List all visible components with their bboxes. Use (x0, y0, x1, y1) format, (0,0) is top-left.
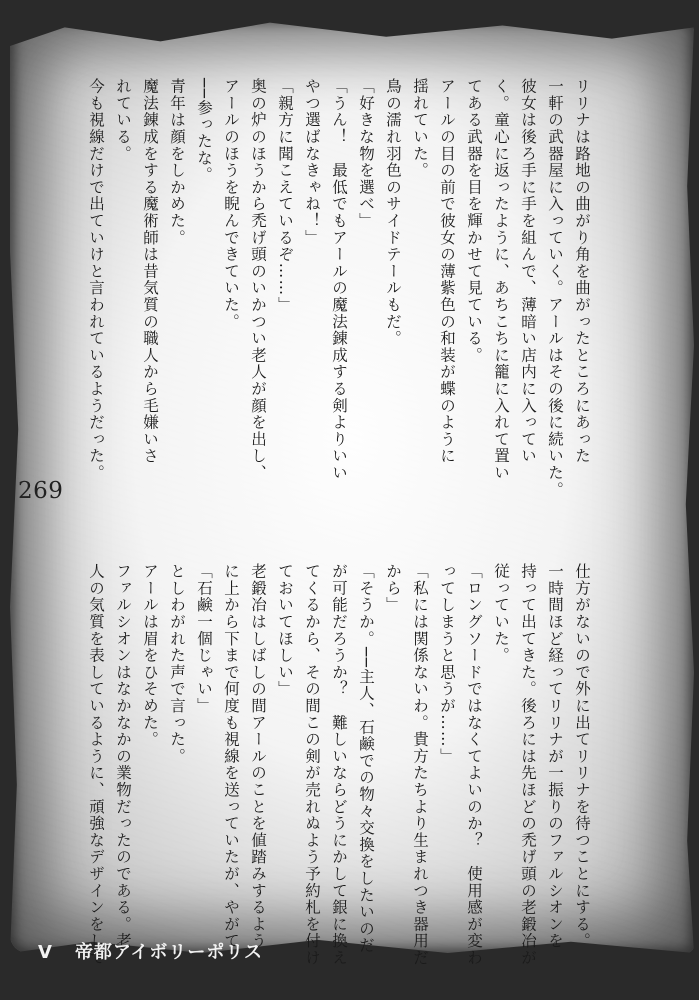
text-line: 「そうか。──主人、石鹸での物々交換をしたいのだ (357, 563, 375, 954)
text-line: 「親方に聞こえているぞ……」 (276, 78, 294, 314)
text-line: 「ロングソードではなくてよいのか？ 使用感が変わ (465, 563, 483, 967)
text-line: アールの目の前で彼女の薄紫色の和装が蝶のように (438, 78, 456, 465)
top-text-block (82, 78, 595, 498)
text-line: 彼女は後ろ手に手を組んで、薄暗い店内に入ってい (519, 78, 537, 465)
chapter-title: 帝都アイボリーポリス (74, 942, 263, 963)
text-line: ──参ったな。 (195, 78, 213, 184)
text-line: 「うん！ 最低でもアールの魔法錬成する剣よりいい (330, 78, 348, 482)
text-line: 「石鹸一個じゃい」 (195, 563, 213, 715)
text-line: に上から下まで何度も視線を送っていたが、やがて、 (222, 563, 240, 967)
text-line: 魔法錬成をする魔術師は昔気質の職人から毛嫌いさ (141, 78, 159, 465)
text-line: 揺れていた。 (411, 78, 429, 179)
text-line: てある武器を目を輝かせて見ている。 (465, 78, 483, 364)
page-number: 269 (18, 478, 64, 504)
text-line: 従っていた。 (492, 563, 510, 664)
text-line: アールは眉をひそめた。 (141, 563, 159, 748)
text-line: 持って出てきた。後ろには先ほどの禿げ頭の老鍛冶が (519, 563, 537, 967)
text-line: ってしまうと思うが……」 (438, 563, 456, 765)
text-line: 仕方がないので外に出てリリナを待つことにする。 (573, 563, 591, 950)
text-line: 奥の炉のほうから禿げ頭のいかつい老人が顔を出し、 (249, 78, 267, 482)
text-line: れている。 (114, 78, 132, 162)
text-line: 一軒の武器屋に入っていく。アールはその後に続いた。 (546, 78, 564, 498)
text-line: 老鍛冶はしばしの間アールのことを値踏みするよう (249, 563, 267, 950)
text-line: 鳥の濡れ羽色のサイドテールもだ。 (384, 78, 402, 347)
text-line: 「私には関係ないわ。貴方たちより生まれつき器用だ (411, 563, 429, 967)
text-line: 「好きな物を選べ」 (357, 78, 375, 230)
text-line: てくるから、その間この剣が売れぬよう予約札を付け (303, 563, 321, 967)
text-line: が可能だろうか？ 難しいならどうにかして銀に換え (330, 563, 348, 967)
text-line: としわがれた声で言った。 (168, 563, 186, 765)
text-line: ておいてほしい」 (276, 563, 294, 698)
text-line: 人の気質を表しているように、頑強なデザインをして (87, 563, 105, 967)
text-line: 一時間ほど経ってリリナが一振りのファルシオンを (546, 563, 564, 950)
text-line: リリナは路地の曲がり角を曲がったところにあった (573, 78, 591, 465)
text-line: く。童心に返ったように、あちこちに籠に入れて置い (492, 78, 510, 482)
text-line: アールのほうを睨んできていた。 (222, 78, 240, 330)
text-line: から」 (384, 563, 402, 614)
text-line: 今も視線だけで出ていけと言われているようだった。 (87, 78, 105, 482)
text-line: ファルシオンはなかなかの業物だったのである。老 (114, 563, 132, 950)
text-line: やつ選ばなきゃね！」 (303, 78, 321, 246)
chapter-footer (38, 938, 263, 964)
text-line: 青年は顔をしかめた。 (168, 78, 186, 246)
chapter-number: V (38, 942, 53, 963)
